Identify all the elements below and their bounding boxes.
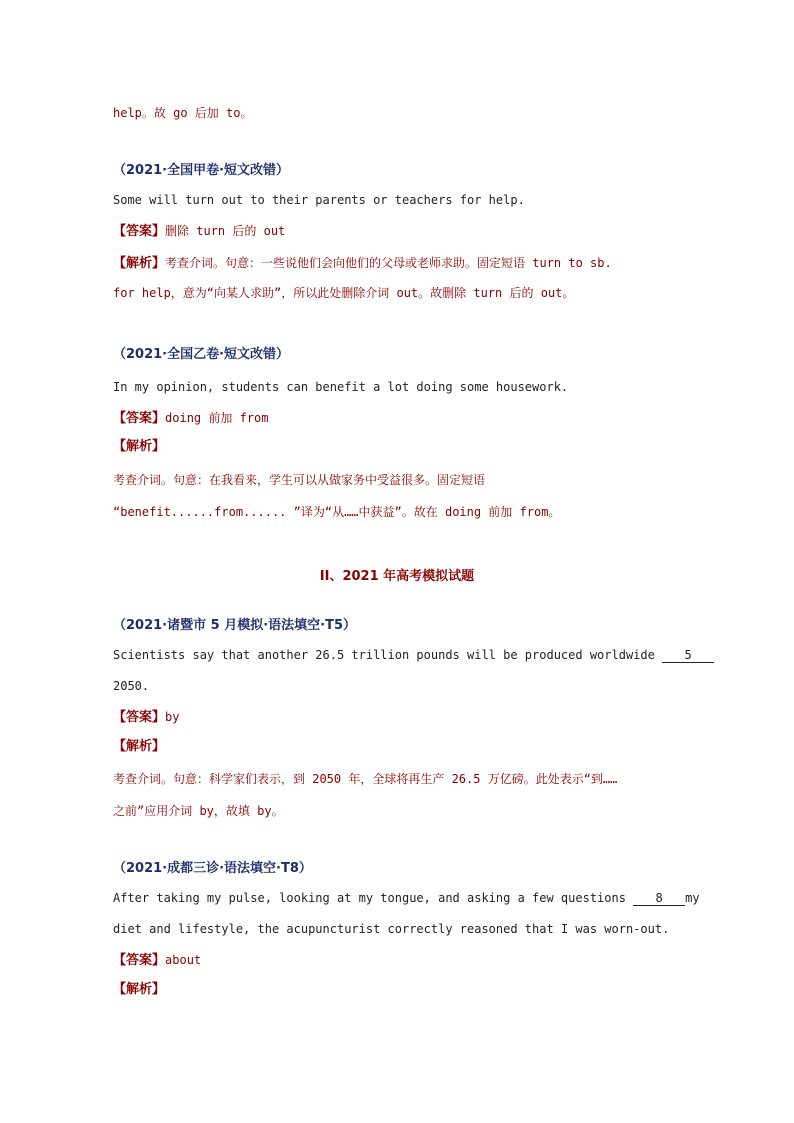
question-heading: （2021·成都三诊·语法填空·T8） <box>113 861 312 876</box>
answer-text: by <box>165 710 180 724</box>
question-heading: （2021·诸暨市 5 月模拟·语法填空·T5） <box>113 618 357 633</box>
answer-text: doing 前加 from <box>165 411 269 425</box>
question-sentence: Some will turn out to their parents or teachers for help. <box>113 193 525 207</box>
answer-line <box>113 408 688 428</box>
analysis-text-cont: “benefit......from...... ”译为“从……中获益”。故在 doing 前加 from。 <box>113 505 561 519</box>
answer-tag: 【答案】 <box>113 953 166 968</box>
answer-tag: 【答案】 <box>113 224 166 239</box>
answer-tag: 【答案】 <box>113 710 166 725</box>
question-sentence <box>113 889 700 907</box>
answer-line <box>113 950 688 970</box>
answer-text: about <box>165 953 202 967</box>
fill-blank: 8 <box>633 891 685 906</box>
question-sentence <box>113 646 692 664</box>
continuation-line: help。故 go 后加 to。 <box>113 106 253 120</box>
section-title: II、2021 年高考模拟试题 <box>319 569 475 584</box>
question-sentence-cont: diet and lifestyle, the acupuncturist correctly reasoned that I was worn-out. <box>113 922 670 936</box>
sentence-part: After taking my pulse, looking at my tongue, and asking a few questions <box>113 891 634 905</box>
analysis-tag: 【解析】 <box>113 256 166 271</box>
analysis-text: 考查介词。句意：一些说他们会向他们的父母或老师求助。固定短语 turn to sb. <box>165 256 612 270</box>
sentence-part: my <box>685 891 700 905</box>
analysis-tag: 【解析】 <box>113 439 166 454</box>
question-sentence-cont: 2050. <box>113 679 150 693</box>
analysis-text-cont: 之前”应用介词 by，故填 by。 <box>113 804 284 818</box>
answer-line <box>113 707 688 727</box>
analysis-tag: 【解析】 <box>113 739 166 754</box>
answer-text: 删除 turn 后的 out <box>165 224 286 238</box>
analysis-line <box>113 253 688 273</box>
sentence-part: Scientists say that another 26.5 trillion pounds will be produced worldwide <box>113 648 663 662</box>
analysis-text: 考查介词。句意：在我看来，学生可以从做家务中受益很多。固定短语 <box>113 473 486 487</box>
question-heading: （2021·全国甲卷·短文改错） <box>113 163 290 178</box>
fill-blank: 5 <box>662 648 714 663</box>
analysis-text: 考查介词。句意：科学家们表示，到 2050 年，全球将再生产 26.5 万亿磅。此处表示“到…… <box>113 772 618 786</box>
question-sentence: In my opinion, students can benefit a lot doing some housework. <box>113 380 569 394</box>
answer-tag: 【答案】 <box>113 411 166 426</box>
analysis-tag: 【解析】 <box>113 982 166 997</box>
analysis-text-cont: for help，意为“向某人求助”，所以此处删除介词 out。故删除 turn 后的 out。 <box>113 286 575 300</box>
answer-line <box>113 221 688 241</box>
question-heading: （2021·全国乙卷·短文改错） <box>113 347 290 362</box>
